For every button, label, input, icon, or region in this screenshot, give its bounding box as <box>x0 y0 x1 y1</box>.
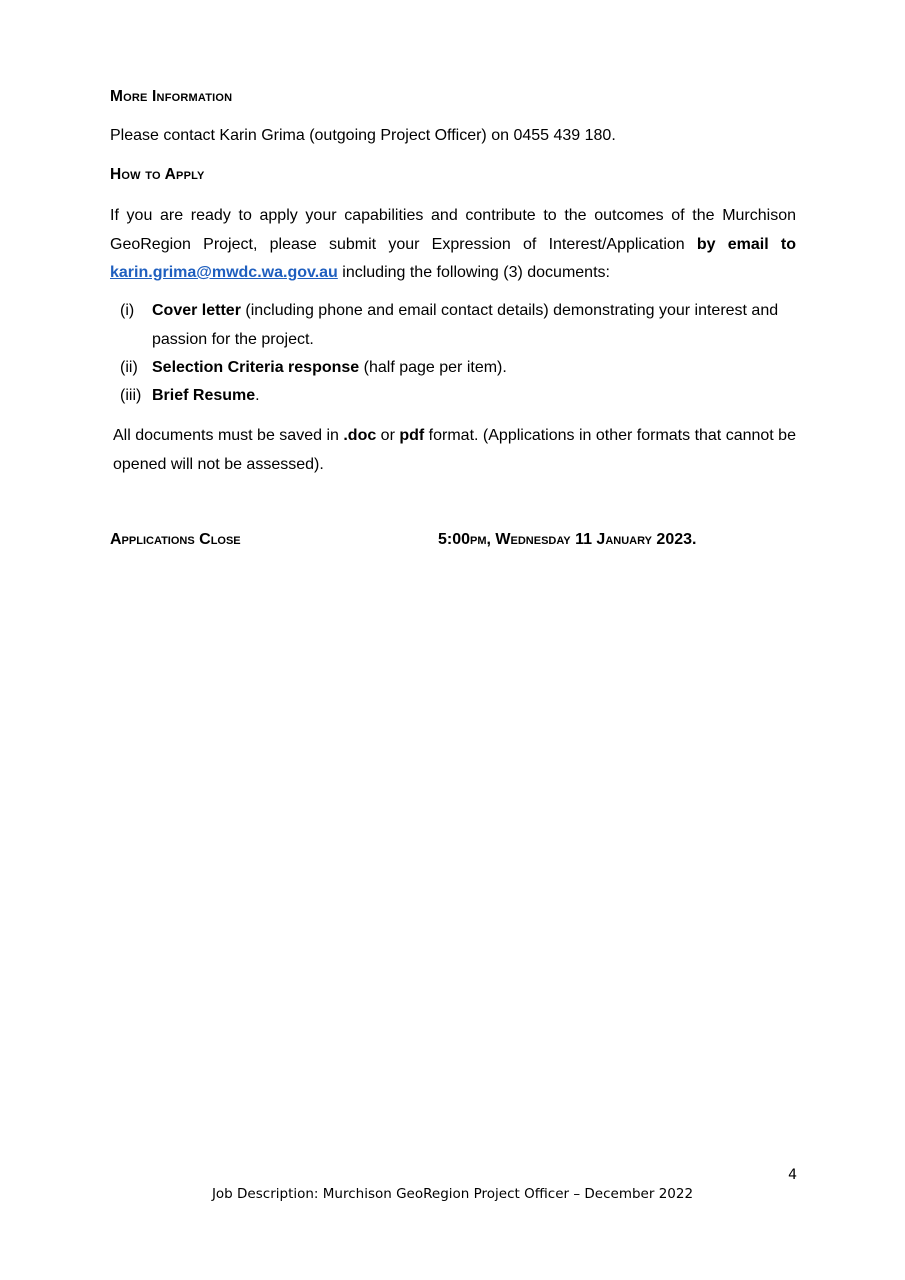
list-item-text <box>152 382 796 411</box>
list-item-bold: Brief Resume <box>152 387 256 404</box>
more-information-heading: More Information <box>110 88 233 105</box>
format-note <box>113 422 799 479</box>
intro-text: If you are ready to apply your capabilities and contribute to the outcomes of the Murchison GeoRegion Project, please submit your Expression of Interest/Application <box>110 207 796 253</box>
intro-after-text: including the following (3) documents: <box>337 264 610 281</box>
how-to-apply-heading: How to Apply <box>110 166 205 183</box>
list-item-bold: Cover letter <box>152 302 241 319</box>
list-item-text <box>152 297 796 354</box>
list-item-bold: Selection Criteria response <box>152 359 360 376</box>
list-item-number: (ii) <box>120 359 138 376</box>
note-text-1: All documents must be saved in <box>113 427 344 444</box>
list-item-text <box>152 354 796 383</box>
list-item-rest: (half page per item). <box>359 359 507 376</box>
page-number: 4 <box>788 1167 797 1183</box>
applications-close-label: Applications Close <box>110 531 241 548</box>
page-footer: Job Description: Murchison GeoRegion Project Officer – December 2022 <box>211 1186 694 1202</box>
intro-bold: by email to <box>696 235 797 253</box>
list-item-number: (iii) <box>120 387 142 404</box>
note-text-2: or <box>376 427 400 444</box>
applications-close-row <box>110 531 800 555</box>
how-to-apply-intro <box>110 202 796 288</box>
note-doc: .doc <box>343 427 377 444</box>
applications-close-value: 5:00pm, Wednesday 11 January 2023. <box>438 531 697 548</box>
more-information-text: Please contact Karin Grima (outgoing Project Officer) on 0455 439 180. <box>110 127 616 144</box>
list-item-rest: (including phone and email contact details) demonstrating your interest and passion for the project. <box>152 302 779 348</box>
note-pdf: pdf <box>399 427 425 444</box>
list-item-rest: . <box>255 387 260 404</box>
email-link[interactable]: karin.grima@mwdc.wa.gov.au <box>110 264 338 281</box>
note-text-3: format. (Applications in other formats that cannot be opened will not be assessed). <box>113 427 796 473</box>
list-item-number: (i) <box>120 302 135 319</box>
